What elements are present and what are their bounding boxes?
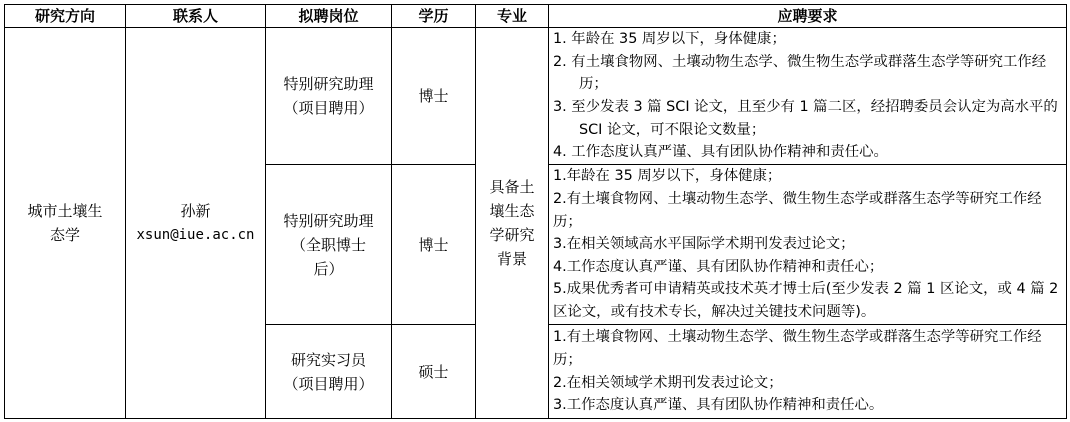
requirement-item: 3.在相关领域高水平国际学术期刊发表过论文； <box>553 236 855 253</box>
requirement-item: 4. 工作态度认真严谨、具有团队协作精神和责任心。 <box>553 144 888 161</box>
recruitment-table <box>4 4 1067 419</box>
requirement-item: 1. 年龄在 35 周岁以下，身体健康； <box>553 31 786 48</box>
position-cell <box>266 165 392 325</box>
position-cell <box>266 325 392 419</box>
requirement-item: 1.年龄在 35 周岁以下，身体健康； <box>553 168 782 185</box>
header-direction: 研究方向 <box>5 5 126 28</box>
requirement-item: 1.有土壤食物网、土壤动物生态学、微生物生态学或群落生态学等研究工作经历； <box>553 329 1042 368</box>
requirement-item: 4.工作态度认真严谨、具有团队协作精神和责任心； <box>553 258 884 275</box>
requirement-item: 3.工作态度认真严谨、具有团队协作精神和责任心。 <box>553 397 884 414</box>
degree-label: 博士 <box>418 235 449 254</box>
position-cell <box>266 28 392 165</box>
header-major: 专业 <box>476 5 549 28</box>
degree-label: 硕士 <box>418 362 449 381</box>
requirement-item: 5.成果优秀者可申请精英或技术英才博士后(至少发表 2 篇 1 区论文，或 4 篇 2 区论文，或有技术专长，解决过关键技术问题等)。 <box>553 281 1059 320</box>
position-label: 特别研究助理（全职博士后） <box>283 211 374 278</box>
requirement-item: 2. 有土壤食物网、土壤动物生态学、微生物生态学或群落生态学等研究工作经历； <box>553 53 1047 93</box>
degree-cell <box>392 28 476 165</box>
header-degree: 学历 <box>392 5 476 28</box>
requirements-cell <box>549 165 1067 325</box>
requirement-item: 3. 至少发表 3 篇 SCI 论文，且至少有 1 篇二区，经招聘委员会认定为高水平的 SCI 论文，可不限论文数量； <box>553 99 1058 138</box>
requirements-cell <box>549 325 1067 419</box>
contact-name: 孙新 <box>180 202 211 220</box>
header-position: 拟聘岗位 <box>266 5 392 28</box>
degree-label: 博士 <box>418 87 449 105</box>
degree-cell <box>392 165 476 325</box>
requirements-cell <box>549 28 1067 165</box>
contact-email: xsun@iue.ac.cn <box>136 227 255 243</box>
major-cell <box>476 28 549 419</box>
degree-cell <box>392 325 476 419</box>
research-direction-cell <box>5 28 126 419</box>
header-requirements: 应聘要求 <box>549 5 1067 28</box>
table-row <box>5 28 1067 165</box>
header-contact: 联系人 <box>126 5 266 28</box>
table-header-row <box>5 5 1067 28</box>
research-direction: 城市土壤生态学 <box>27 202 103 244</box>
position-label: 特别研究助理（项目聘用） <box>283 75 374 117</box>
major-label: 具备土壤生态学研究背景 <box>489 178 535 268</box>
contact-cell <box>126 28 266 419</box>
requirement-item: 2.有土壤食物网、土壤动物生态学、微生物生态学或群落生态学等研究工作经历； <box>553 191 1042 230</box>
requirement-item: 2.在相关领域学术期刊发表过论文； <box>553 374 783 391</box>
position-label: 研究实习员（项目聘用） <box>283 350 374 393</box>
